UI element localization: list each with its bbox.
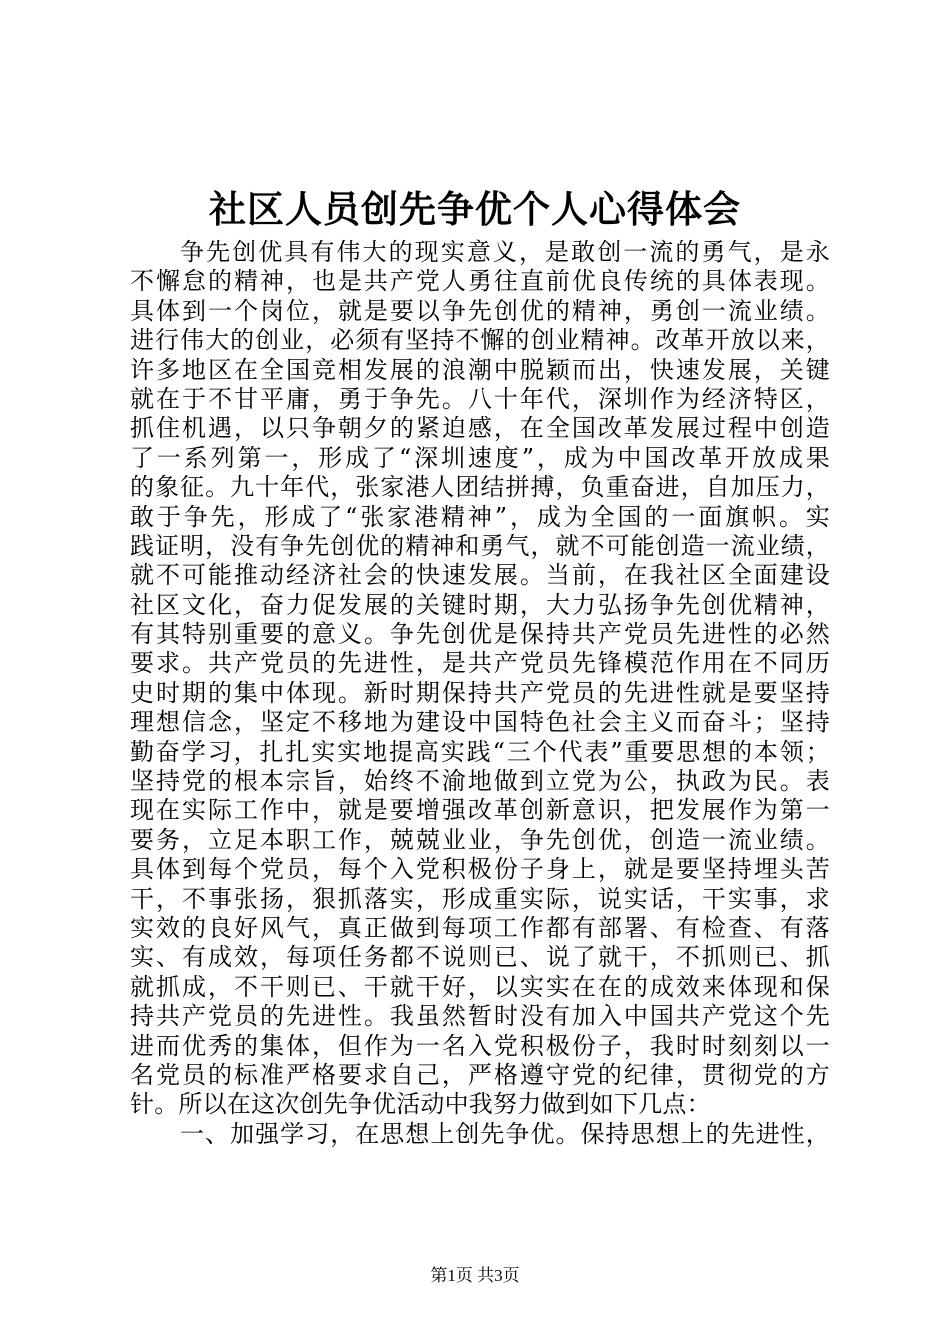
body-line: 史时期的集中体现。新时期保持共产党员的先进性就是要坚持 (130, 678, 830, 707)
body-line: 了一系列第一，形成了“深圳速度”，成为中国改革开放成果 (130, 443, 830, 472)
page-number: 第1页 共3页 (430, 1266, 520, 1285)
document-body (130, 238, 830, 1149)
body-line: 就在于不甘平庸，勇于争先。八十年代，深圳作为经济特区， (130, 384, 830, 413)
body-line: 实、有成效，每项任务都不说则已、说了就干，不抓则已、抓 (130, 943, 830, 972)
body-line: 就抓成，不干则已、干就干好，以实实在在的成效来体现和保 (130, 972, 830, 1001)
body-line: 现在实际工作中，就是要增强改革创新意识，把发展作为第一 (130, 796, 830, 825)
body-line: 干，不事张扬，狠抓落实，形成重实际，说实话，干实事，求 (130, 884, 830, 913)
body-line: 就不可能推动经济社会的快速发展。当前，在我社区全面建设 (130, 561, 830, 590)
body-line: 要求。共产党员的先进性，是共产党员先锋模范作用在不同历 (130, 649, 830, 678)
body-line: 的象征。九十年代，张家港人团结拼搏，负重奋进，自加压力， (130, 473, 830, 502)
body-line: 争先创优具有伟大的现实意义，是敢创一流的勇气，是永 (180, 238, 830, 266)
body-line: 有其特别重要的意义。争先创优是保持共产党员先进性的必然 (130, 620, 830, 649)
body-line: 具体到一个岗位，就是要以争先创优的精神，勇创一流业绩。 (130, 296, 830, 325)
body-line: 不懈怠的精神，也是共产党人勇往直前优良传统的具体表现。 (130, 267, 830, 296)
body-line: 抓住机遇，以只争朝夕的紧迫感，在全国改革发展过程中创造 (130, 414, 830, 443)
document-title: 社区人员创先争优个人心得体会 (209, 187, 741, 231)
body-line: 进行伟大的创业，必须有坚持不懈的创业精神。改革开放以来， (130, 326, 830, 355)
body-line: 勤奋学习，扎扎实实地提高实践“三个代表”重要思想的本领； (130, 737, 830, 766)
body-line: 实效的良好风气，真正做到每项工作都有部署、有检查、有落 (130, 913, 830, 942)
body-line: 名党员的标准严格要求自己，严格遵守党的纪律，贯彻党的方 (130, 1060, 830, 1089)
body-line: 敢于争先，形成了“张家港精神”，成为全国的一面旗帜。实 (130, 502, 830, 531)
body-line: 一、加强学习，在思想上创先争优。保持思想上的先进性， (180, 1119, 830, 1148)
body-line: 要务，立足本职工作，兢兢业业，争先创优，创造一流业绩。 (130, 825, 830, 854)
body-line: 具体到每个党员，每个入党积极份子身上，就是要坚持埋头苦 (130, 855, 830, 884)
body-line: 理想信念，坚定不移地为建设中国特色社会主义而奋斗；坚持 (130, 708, 830, 737)
body-line: 进而优秀的集体，但作为一名入党积极份子，我时时刻刻以一 (130, 1031, 830, 1060)
body-line: 社区文化，奋力促发展的关键时期，大力弘扬争先创优精神， (130, 590, 830, 619)
body-line: 持共产党员的先进性。我虽然暂时没有加入中国共产党这个先 (130, 1002, 830, 1031)
body-line: 坚持党的根本宗旨，始终不渝地做到立党为公，执政为民。表 (130, 767, 830, 796)
body-line: 针。所以在这次创先争优活动中我努力做到如下几点： (130, 1090, 711, 1119)
body-line: 许多地区在全国竞相发展的浪潮中脱颖而出，快速发展，关键 (130, 355, 830, 384)
body-line: 践证明，没有争先创优的精神和勇气，就不可能创造一流业绩， (130, 531, 830, 560)
